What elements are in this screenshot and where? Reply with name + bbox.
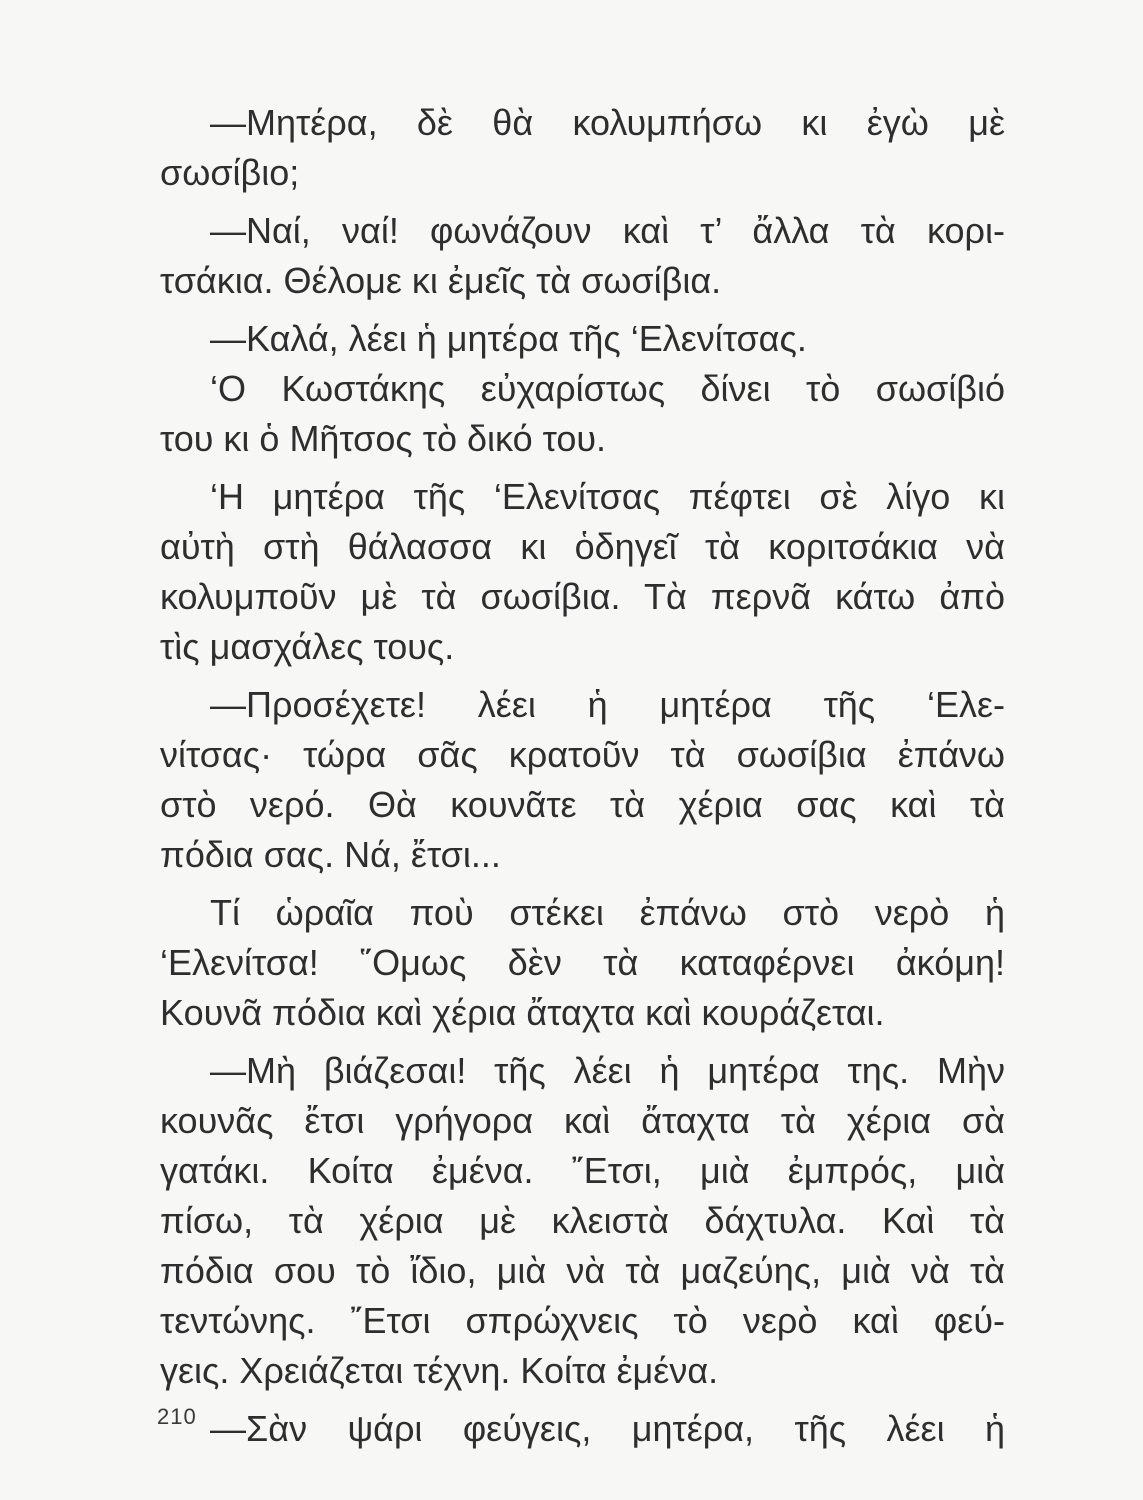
text-line: —Προσέχετε! λέει ἡ μητέρα τῆς ‘Ελε-: [210, 684, 1005, 725]
text-line: πόδια σου τὸ ἴδιο, μιὰ νὰ τὰ μαζεύης, μιὰ νὰ τὰ: [160, 1250, 1005, 1291]
text-line: κολυμποῦν μὲ τὰ σωσίβια. Τὰ περνᾶ κάτω ἀπὸ: [160, 576, 1005, 617]
text-line: στὸ νερό. Θὰ κουνᾶτε τὰ χέρια σας καὶ τὰ: [160, 784, 1005, 825]
text-line: ‘Ο Κωστάκης εὐχαρίστως δίνει τὸ σωσίβιό: [210, 368, 1005, 409]
text-line: —Μητέρα, δὲ θὰ κολυμπήσω κι ἐγὼ μὲ: [210, 102, 1005, 143]
text-line: Κουνᾶ πόδια καὶ χέρια ἄταχτα καὶ κουράζεται.: [160, 992, 885, 1033]
paragraph-7: [160, 888, 1005, 1038]
text-line: πίσω, τὰ χέρια μὲ κλειστὰ δάχτυλα. Καὶ τὰ: [160, 1200, 1005, 1241]
text-line: του κι ὁ Μῆτσος τὸ δικό του.: [160, 418, 607, 459]
text-line: ‘Η μητέρα τῆς ‘Ελενίτσας πέφτει σὲ λίγο κι: [210, 476, 1005, 517]
text-line: γεις. Χρειάζεται τέχνη. Κοίτα ἐμένα.: [160, 1350, 719, 1391]
paragraph-4: [160, 364, 1005, 464]
paragraph-3: [160, 314, 1005, 364]
text-line: —Καλά, λέει ἡ μητέρα τῆς ‘Ελενίτσας.: [210, 318, 807, 359]
paragraph-5: [160, 472, 1005, 672]
paragraph-6: [160, 680, 1005, 880]
text-line: σωσίβιο;: [160, 152, 300, 193]
text-line: τὶς μασχάλες τους.: [160, 626, 455, 667]
text-line: κουνᾶς ἔτσι γρήγορα καὶ ἄταχτα τὰ χέρια σὰ: [160, 1100, 1005, 1141]
text-line: τεντώνης. ῎Ετσι σπρώχνεις τὸ νερὸ καὶ φεύ-: [160, 1300, 1005, 1341]
text-line: Τί ὡραῖα ποὺ στέκει ἐπάνω στὸ νερὸ ἡ: [210, 892, 1005, 933]
paragraph-1: [160, 98, 1005, 198]
text-line: αὐτὴ στὴ θάλασσα κι ὁδηγεῖ τὰ κοριτσάκια νὰ: [160, 526, 1005, 567]
paragraph-2: [160, 206, 1005, 306]
text-line: —Σὰν ψάρι φεύγεις, μητέρα, τῆς λέει ἡ: [210, 1408, 1005, 1449]
text-line: νίτσας· τώρα σᾶς κρατοῦν τὰ σωσίβια ἐπάνω: [160, 734, 1005, 775]
text-line: ‘Ελενίτσα! ῞Ομως δὲν τὰ καταφέρνει ἀκόμη!: [160, 942, 1005, 983]
body-text: [160, 98, 1005, 1454]
text-line: τσάκια. Θέλομε κι ἐμεῖς τὰ σωσίβια.: [160, 260, 722, 301]
text-line: —Μὴ βιάζεσαι! τῆς λέει ἡ μητέρα της. Μὴν: [210, 1050, 1005, 1091]
text-line: —Ναί, ναί! φωνάζουν καὶ τ’ ἄλλα τὰ κορι-: [210, 210, 1005, 251]
paragraph-9: [160, 1404, 1005, 1454]
text-line: γατάκι. Κοίτα ἐμένα. ῎Ετσι, μιὰ ἐμπρός, μιὰ: [160, 1150, 1005, 1191]
paragraph-8: [160, 1046, 1005, 1396]
page-number: 210: [157, 1404, 197, 1429]
text-line: πόδια σας. Νά, ἔτσι...: [160, 834, 501, 875]
